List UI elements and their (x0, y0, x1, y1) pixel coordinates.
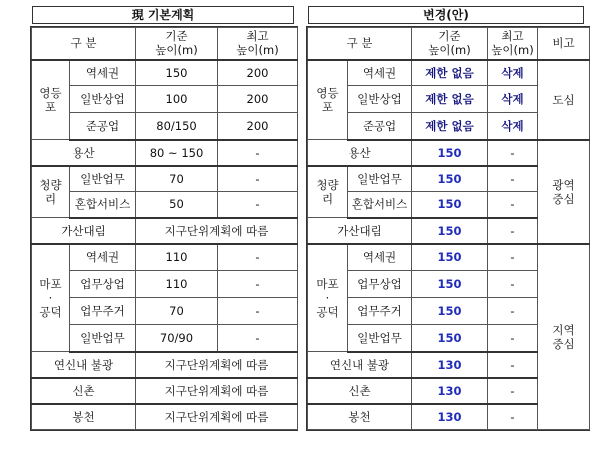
row-base: 80/150 (136, 113, 218, 140)
right-title: 변경(안) (308, 6, 584, 24)
row-base: 150 (412, 218, 488, 244)
table-row (32, 404, 298, 430)
row-item: 업무상업 (70, 271, 136, 298)
group-yeonsinnae-bulgwang: 연신내 불광 (32, 352, 136, 378)
group-yongsan: 용산 (32, 140, 136, 166)
table-row (308, 60, 590, 86)
row-item: 일반상업 (70, 86, 136, 113)
group-mapo-gongdeok: 마포 · 공덕 (308, 244, 348, 352)
table-row (32, 244, 298, 271)
row-item: 일반업무 (70, 166, 136, 192)
row-max: - (218, 166, 298, 192)
group-sinchon: 신촌 (308, 378, 412, 404)
row-max: - (218, 192, 298, 218)
row-item: 역세권 (348, 60, 412, 86)
row-max: - (218, 298, 298, 325)
row-base: 150 (136, 60, 218, 86)
group-bongcheon: 봉천 (32, 404, 136, 430)
row-max: 삭제 (488, 113, 538, 140)
row-item: 혼합서비스 (70, 192, 136, 218)
row-base: 110 (136, 244, 218, 271)
row-base: 110 (136, 271, 218, 298)
row-base: 150 (412, 298, 488, 325)
row-base: 100 (136, 86, 218, 113)
row-max: 삭제 (488, 86, 538, 113)
row-base: 150 (412, 325, 488, 352)
row-max: - (218, 244, 298, 271)
row-base: 지구단위계획에 따름 (136, 378, 298, 404)
row-max: - (488, 298, 538, 325)
row-max: 200 (218, 86, 298, 113)
table-row (32, 166, 298, 192)
row-base: 150 (412, 271, 488, 298)
row-base: 150 (412, 192, 488, 218)
left-header-base: 기준 높이(m) (136, 28, 218, 60)
row-max: - (488, 404, 538, 430)
row-item: 일반업무 (348, 325, 412, 352)
table-row (32, 352, 298, 378)
right-header-row (308, 28, 590, 60)
row-max: 200 (218, 113, 298, 140)
row-base: 130 (412, 352, 488, 378)
row-base: 제한 없음 (412, 113, 488, 140)
table-row (32, 192, 298, 218)
row-item: 혼합서비스 (348, 192, 412, 218)
row-max: - (488, 192, 538, 218)
right-table-panel (306, 26, 590, 431)
group-yeongdeungpo: 영등 포 (308, 60, 348, 140)
group-yongsan: 용산 (308, 140, 412, 166)
right-header-base: 기준 높이(m) (412, 28, 488, 60)
row-base: 지구단위계획에 따름 (136, 352, 298, 378)
table-row (32, 60, 298, 86)
row-item: 일반업무 (70, 325, 136, 352)
table-row (308, 244, 590, 271)
row-base: 70 (136, 166, 218, 192)
group-gasan-daerim: 가산대림 (308, 218, 412, 244)
table-row (32, 325, 298, 352)
row-max: - (218, 325, 298, 352)
row-max: 삭제 (488, 60, 538, 86)
note-jiyeok: 지역 중심 (538, 244, 590, 430)
table-row (32, 378, 298, 404)
row-max: - (488, 352, 538, 378)
row-max: - (488, 378, 538, 404)
row-item: 업무주거 (70, 298, 136, 325)
row-base: 130 (412, 378, 488, 404)
row-item: 업무주거 (348, 298, 412, 325)
table-row (32, 298, 298, 325)
row-base: 80 ~ 150 (136, 140, 218, 166)
row-max: - (488, 244, 538, 271)
left-table-panel (30, 26, 298, 431)
group-sinchon: 신촌 (32, 378, 136, 404)
right-header-max: 최고 높이(m) (488, 28, 538, 60)
row-base: 150 (412, 140, 488, 166)
group-cheongnyangni: 청량 리 (308, 166, 348, 218)
row-item: 역세권 (70, 60, 136, 86)
group-gasan-daerim: 가산대림 (32, 218, 136, 244)
row-base: 70 (136, 298, 218, 325)
right-header-div: 구 분 (308, 28, 412, 60)
group-mapo-gongdeok: 마포 · 공덕 (32, 244, 70, 352)
row-item: 준공업 (70, 113, 136, 140)
row-base: 제한 없음 (412, 86, 488, 113)
left-header-row (32, 28, 298, 60)
row-item: 일반상업 (348, 86, 412, 113)
row-max: - (488, 325, 538, 352)
row-item: 준공업 (348, 113, 412, 140)
table-row (32, 113, 298, 140)
note-gwangyeok: 광역 중심 (538, 140, 590, 244)
row-max: - (488, 166, 538, 192)
row-base: 지구단위계획에 따름 (136, 404, 298, 430)
row-item: 업무상업 (348, 271, 412, 298)
row-max: - (218, 271, 298, 298)
group-yeonsinnae-bulgwang: 연신내 불광 (308, 352, 412, 378)
row-item: 일반업무 (348, 166, 412, 192)
row-base: 제한 없음 (412, 60, 488, 86)
row-base: 130 (412, 404, 488, 430)
row-item: 역세권 (70, 244, 136, 271)
row-max: 200 (218, 60, 298, 86)
row-base: 150 (412, 244, 488, 271)
row-max: - (488, 140, 538, 166)
left-table (31, 27, 298, 430)
table-row (32, 218, 298, 244)
row-base: 150 (412, 166, 488, 192)
left-header-max: 최고 높이(m) (218, 28, 298, 60)
left-title: 現 기본계획 (32, 6, 294, 24)
row-base: 70/90 (136, 325, 218, 352)
row-max: - (218, 140, 298, 166)
group-cheongnyangni: 청량 리 (32, 166, 70, 218)
row-base: 50 (136, 192, 218, 218)
left-header-div: 구 분 (32, 28, 136, 60)
row-max: - (488, 218, 538, 244)
table-row (32, 271, 298, 298)
right-header-note: 비고 (538, 28, 590, 60)
table-row (308, 140, 590, 166)
group-bongcheon: 봉천 (308, 404, 412, 430)
note-dosim: 도심 (538, 60, 590, 140)
table-row (32, 140, 298, 166)
row-max: - (488, 271, 538, 298)
row-base: 지구단위계획에 따름 (136, 218, 298, 244)
table-row (32, 86, 298, 113)
right-table (307, 27, 590, 430)
row-item: 역세권 (348, 244, 412, 271)
group-yeongdeungpo: 영등 포 (32, 60, 70, 140)
